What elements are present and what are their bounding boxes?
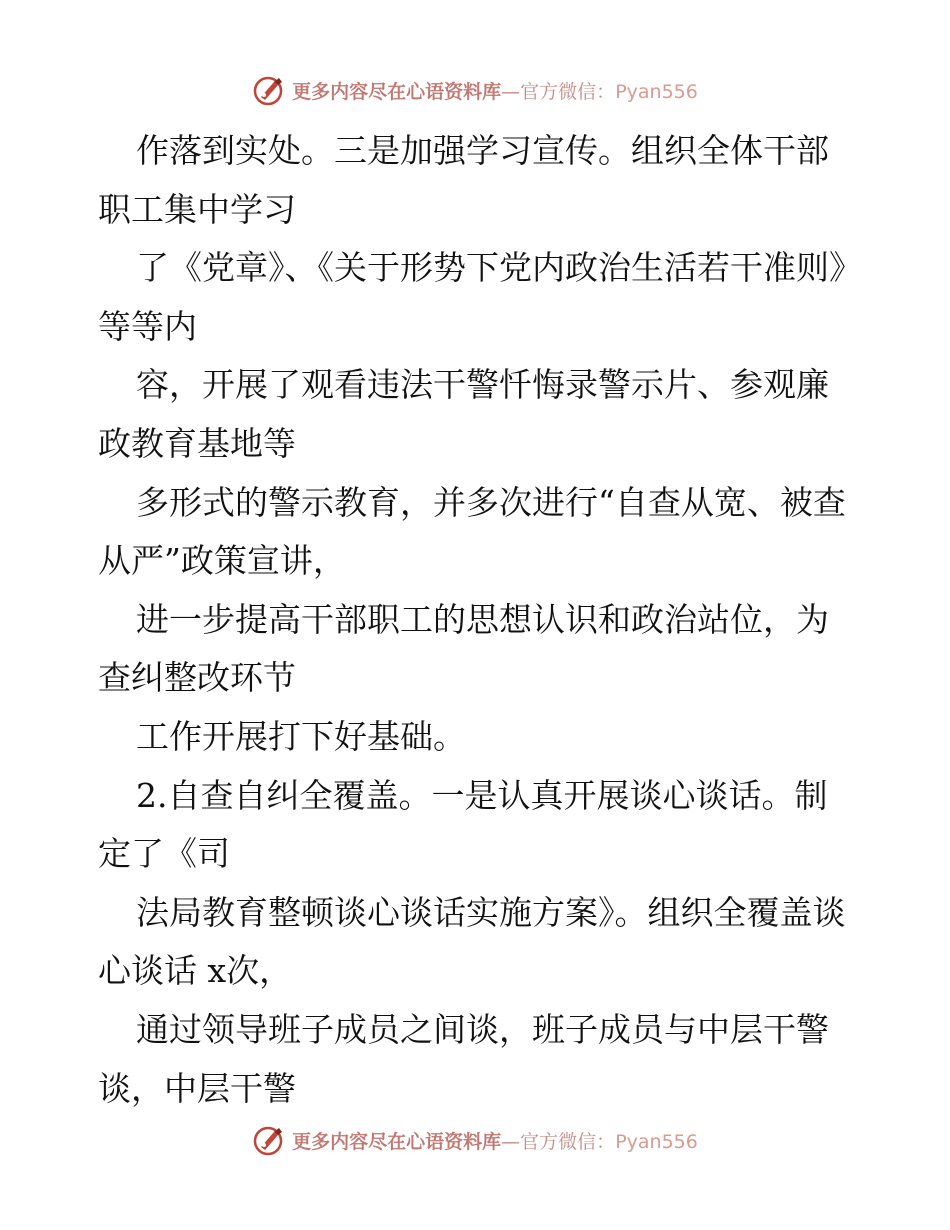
watermark-dash: —: [501, 80, 521, 103]
pen-logo-icon: [252, 1123, 286, 1157]
pen-logo-icon: [252, 73, 286, 107]
footer-watermark: [0, 1120, 950, 1160]
watermark-text: [292, 1127, 698, 1154]
paragraph-8: 法局教育整顿谈心谈话实施方案》。组织全覆盖谈心谈话 x次，: [98, 892, 846, 991]
watermark-dash: —: [501, 1130, 521, 1153]
watermark-text: [292, 77, 698, 104]
watermark-brand: 更多内容尽在心语资料库: [292, 80, 502, 103]
watermark-official: 官方微信：: [520, 80, 616, 103]
paragraph-6: 工作开展打下好基础。: [136, 716, 466, 756]
paragraph-5: 进一步提高干部职工的思想认识和政治站位，为查纠整改环节: [98, 599, 829, 698]
document-body: [98, 122, 858, 1118]
paragraph-1: 作落到实处。三是加强学习宣传。组织全体干部职工集中学习: [98, 131, 829, 229]
paragraph-2: 了《党章》、《关于形势下党内政治生活若干准则》等等内: [98, 248, 846, 346]
watermark-official: 官方微信：: [520, 1130, 616, 1153]
watermark-account: Pyan556: [615, 1130, 698, 1153]
header-watermark: [0, 70, 950, 110]
watermark-brand: 更多内容尽在心语资料库: [292, 1130, 502, 1153]
paragraph-7: 2.自查自纠全覆盖。一是认真开展谈心谈话。制定了《司: [98, 775, 828, 874]
watermark-account: Pyan556: [615, 80, 698, 103]
paragraph-4: 多形式的警示教育，并多次进行“自查从宽、被查从严”政策宣讲，: [98, 482, 846, 581]
paragraph-3: 容，开展了观看违法干警忏悔录警示片、参观廉政教育基地等: [98, 365, 829, 463]
paragraph-9: 通过领导班子成员之间谈，班子成员与中层干警谈，中层干警: [98, 1009, 829, 1108]
